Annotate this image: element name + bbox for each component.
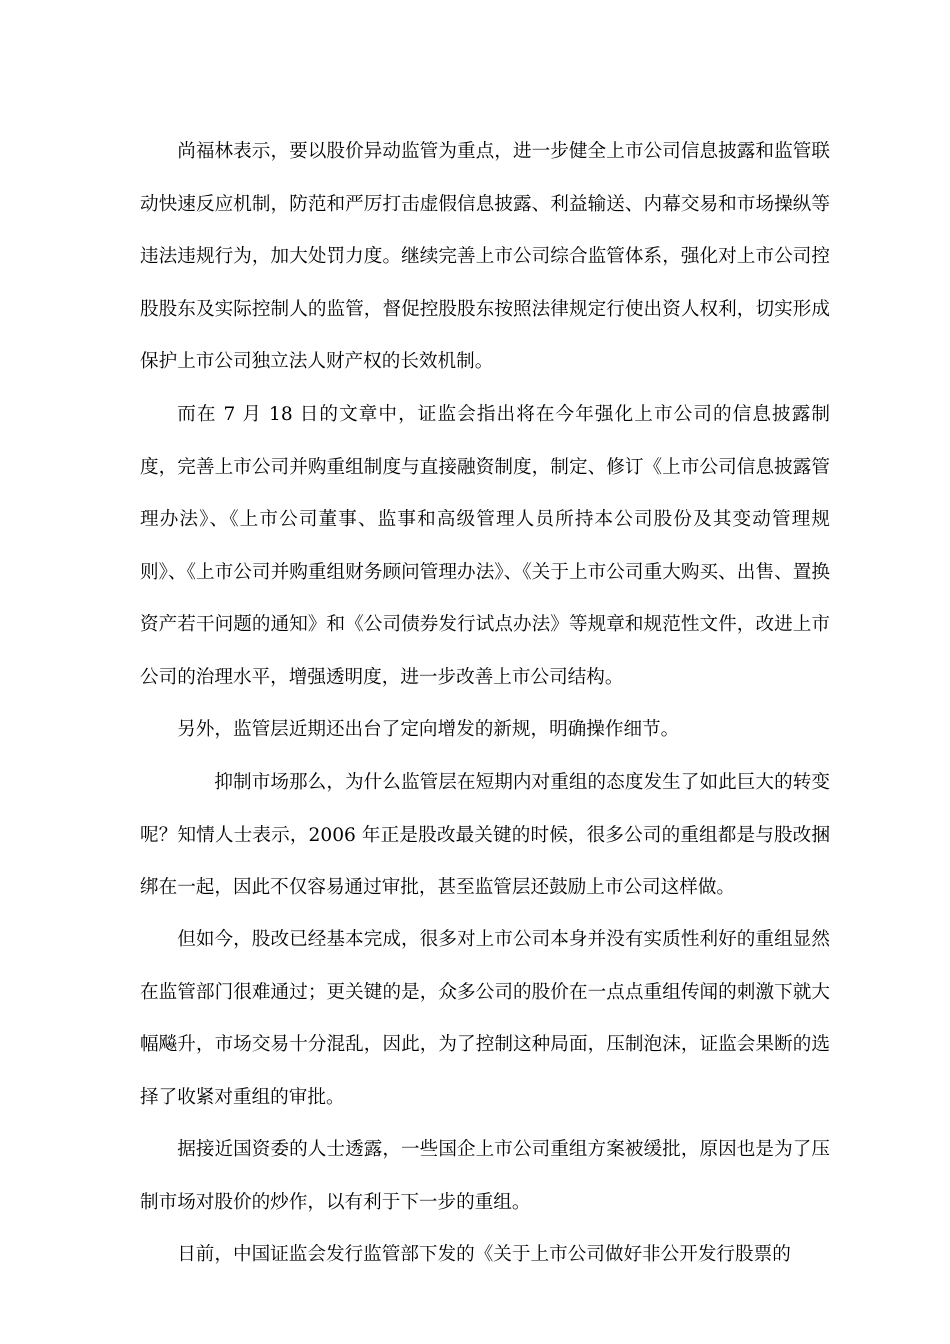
- paragraph-1: 尚福林表示，要以股价异动监管为重点，进一步健全上市公司信息披露和监管联动快速反应机制，防范和严厉打击虚假信息披露、利益输送、内幕交易和市场操纵等违法违规行为，加大处罚力度。继续完善上市公司综合监管体系，强化对上市公司控股股东及实际控制人的监管，督促控股股东按照法律规定行使出资人权利，切实形成保护上市公司独立法人财产权的长效机制。: [140, 141, 830, 372]
- paragraph-6: 据接近国资委的人士透露，一些国企上市公司重组方案被缓批，原因也是为了压制市场对股价的炒作，以有利于下一步的重组。: [140, 1139, 830, 1213]
- paragraph-4: 抑制市场那么，为什么监管层在短期内对重组的态度发生了如此巨大的转变呢？知情人士表示，2006 年正是股改最关键的时候，很多公司的重组都是与股改捆绑在一起，因此不仅容易通过审批，甚至监管层还鼓励上市公司这样做。: [140, 772, 830, 898]
- paragraph-2: 而在 7 月 18 日的文章中，证监会指出将在今年强化上市公司的信息披露制度，完善上市公司并购重组制度与直接融资制度，制定、修订《上市公司信息披露管理办法》、《上市公司董事、监事和高级管理人员所持本公司股份及其变动管理规则》、《上市公司并购重组财务顾问管理办法》、《关于上市公司重大购买、出售、置换资产若干问题的通知》和《公司债券发行试点办法》等规章和规范性文件，改进上市公司的治理水平，增强透明度，进一步改善上市公司结构。: [140, 404, 830, 688]
- paragraph-3: 另外，监管层近期还出台了定向增发的新规，明确操作细节。: [177, 719, 680, 740]
- paragraph-7: 日前，中国证监会发行监管部下发的《关于上市公司做好非公开发行股票的: [177, 1244, 791, 1265]
- paragraph-5: 但如今，股改已经基本完成，很多对上市公司本身并没有实质性利好的重组显然在监管部门很难通过；更关键的是，众多公司的股价在一点点重组传闻的刺激下就大幅飚升，市场交易十分混乱，因此，为了控制这种局面，压制泡沫，证监会果断的选择了收紧对重组的审批。: [140, 929, 830, 1108]
